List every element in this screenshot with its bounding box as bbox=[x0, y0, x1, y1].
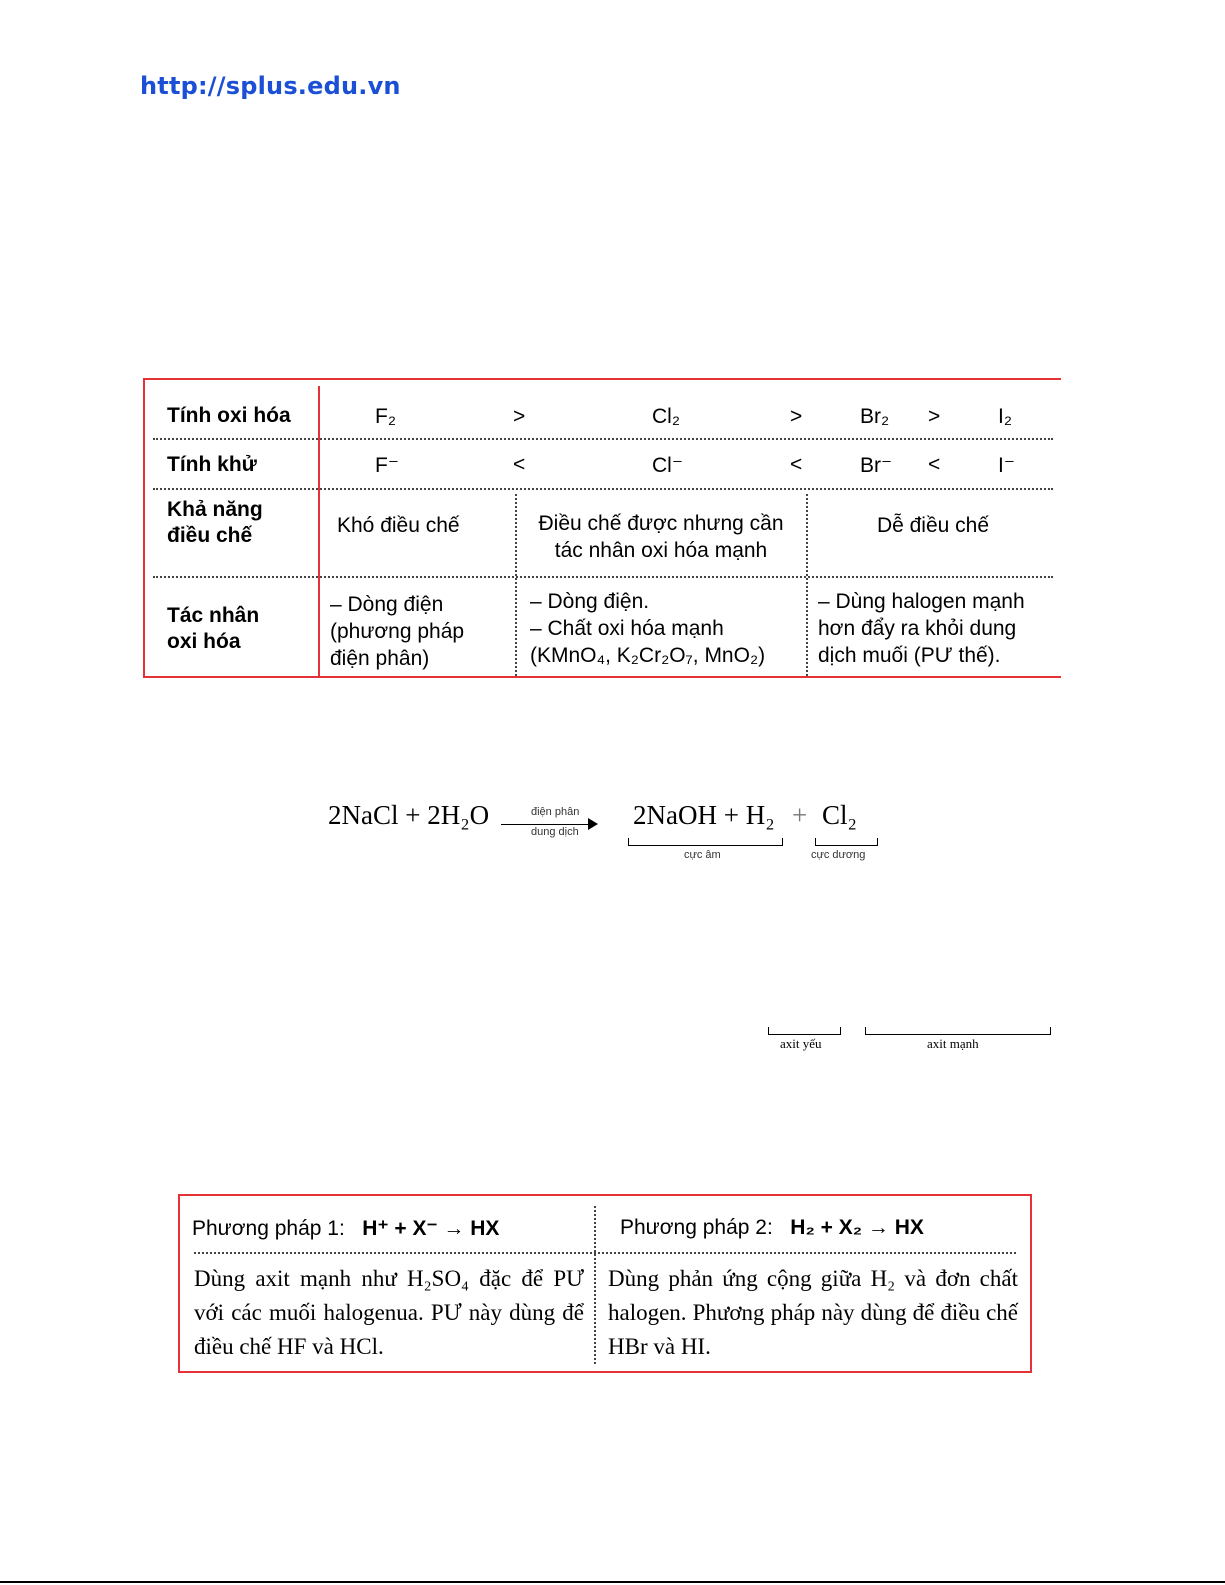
label-line: Khả năng bbox=[167, 498, 263, 521]
page-bottom-rule bbox=[0, 1581, 1225, 1583]
cell-line: tác nhân oxi hóa mạnh bbox=[554, 539, 768, 562]
cell-cl2: Cl₂ bbox=[652, 405, 680, 428]
equation-cl2: Cl₂ bbox=[822, 800, 857, 830]
anode-label: cực dương bbox=[811, 849, 866, 861]
cell-line: – Dòng điện. bbox=[530, 590, 650, 613]
reaction-arrow bbox=[501, 824, 593, 825]
cell-line: điện phân) bbox=[330, 647, 430, 670]
header-divider bbox=[194, 1252, 1016, 1254]
cell-line: dịch muối (PƯ thế). bbox=[818, 644, 1001, 667]
cell-i2: I₂ bbox=[998, 405, 1012, 428]
cell-gt: > bbox=[790, 405, 803, 428]
table-separator bbox=[318, 386, 320, 676]
cell-lt: < bbox=[790, 453, 803, 476]
cell-lt: < bbox=[513, 453, 526, 476]
label-line: Tác nhân bbox=[167, 604, 260, 627]
method2-header bbox=[620, 1216, 924, 1240]
cell-lt: < bbox=[928, 453, 941, 476]
method2-prefix: Phương pháp 2: bbox=[620, 1216, 773, 1239]
cell-cl-ion: Cl⁻ bbox=[652, 454, 683, 477]
row-divider bbox=[153, 488, 1053, 490]
cell-agent-electric bbox=[330, 591, 464, 672]
cell-agent-strong-oxidizer bbox=[530, 588, 765, 669]
cell-line: hơn đẩy ra khỏi dung bbox=[818, 617, 1017, 640]
method1-formula: H⁺ + X⁻ → HX bbox=[362, 1217, 500, 1240]
cell-line: Điều chế được nhưng cần bbox=[538, 512, 784, 535]
row-label-reducing: Tính khử bbox=[167, 453, 257, 476]
cell-br2: Br₂ bbox=[860, 405, 890, 428]
label-line: điều chế bbox=[167, 524, 253, 547]
cell-gt: > bbox=[513, 405, 526, 428]
cathode-brace bbox=[628, 838, 783, 846]
cell-i-ion: I⁻ bbox=[998, 454, 1015, 477]
method2-description: Dùng phản ứng cộng giữa H₂ và đơn chất halogen. Phương pháp này dùng để điều chế HBr và HI. bbox=[608, 1266, 1018, 1359]
cell-gt: > bbox=[928, 405, 941, 428]
row-label-preparation bbox=[167, 497, 263, 549]
label-line: oxi hóa bbox=[167, 630, 241, 653]
halogen-properties-table bbox=[143, 378, 1061, 678]
arrow-condition-bottom: dung dịch bbox=[531, 826, 579, 838]
row-divider bbox=[153, 576, 1053, 578]
cell-easy-to-prepare: Dễ điều chế bbox=[876, 514, 990, 537]
method1-prefix: Phương pháp 1: bbox=[192, 1217, 345, 1240]
cell-line: (KMnO₄, K₂Cr₂O₇, MnO₂) bbox=[530, 644, 766, 667]
cell-f2: F₂ bbox=[375, 405, 396, 428]
cell-hard-to-prepare: Khó điều chế bbox=[337, 514, 460, 537]
cathode-label: cực âm bbox=[684, 849, 721, 861]
cell-line: – Dòng điện bbox=[330, 593, 444, 616]
method2-formula: H₂ + X₂ → HX bbox=[790, 1216, 924, 1239]
weak-acid-label: axit yếu bbox=[780, 1036, 822, 1051]
equation-plus: + bbox=[792, 800, 808, 830]
equation-products: 2NaOH + H₂ bbox=[633, 800, 775, 830]
strong-acid-brace bbox=[865, 1027, 1051, 1035]
row-label-oxidizing-agent bbox=[167, 603, 259, 655]
cell-agent-halogen bbox=[818, 588, 1025, 669]
method1-description: Dùng axit mạnh như H₂SO₄ đặc để PƯ với các muối halogenua. PƯ này dùng để điều chế HF và HCl. bbox=[194, 1266, 584, 1359]
cell-line: (phương pháp bbox=[330, 620, 465, 643]
arrow-condition-top: điện phân bbox=[531, 806, 580, 818]
hx-methods-table bbox=[178, 1194, 1032, 1373]
site-url-link[interactable]: http://splus.edu.vn bbox=[140, 72, 401, 100]
anode-brace bbox=[815, 838, 878, 846]
arrowhead-icon bbox=[588, 818, 598, 830]
cell-line: – Chất oxi hóa mạnh bbox=[530, 617, 724, 640]
weak-acid-brace bbox=[768, 1027, 841, 1035]
column-divider bbox=[594, 1206, 596, 1364]
row-label-oxidizing: Tính oxi hóa bbox=[167, 404, 291, 427]
cell-f-ion: F⁻ bbox=[375, 454, 399, 477]
cell-line: – Dùng halogen mạnh bbox=[818, 590, 1025, 613]
cell-br-ion: Br⁻ bbox=[860, 454, 893, 477]
strong-acid-label: axit mạnh bbox=[927, 1036, 979, 1051]
cell-needs-strong-oxidizer bbox=[517, 510, 805, 564]
equation-reactants: 2NaCl + 2H₂O bbox=[328, 800, 490, 830]
row-divider bbox=[153, 438, 1053, 440]
method1-header bbox=[192, 1216, 499, 1241]
